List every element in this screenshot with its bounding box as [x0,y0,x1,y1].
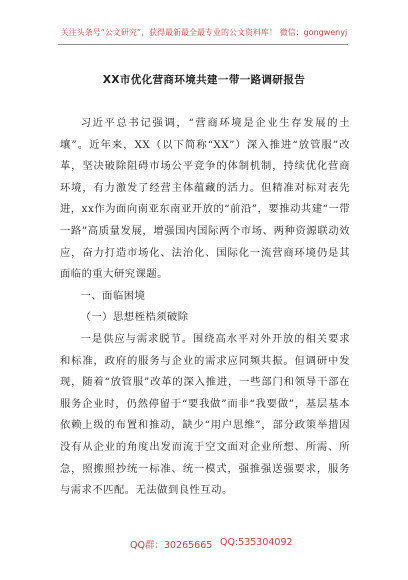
intro-paragraph: 习近平总书记强调，“营商环境是企业生存发展的土壤”。近年来，XX（以下简称“XX”）深入推进“放管服”改革，坚决破除阻碍市场公平竞争的体制机制，持续优化营商环境，有力激发了经营主体蕴藏的活力。但精准对标对表先进，xx作为面向南亚东南亚开放的“前沿”，要推动共建“一带一路”高质量发展，增强国内国际两个市场、两种资源联动效应，奋力打造市场化、法治化、国际化一流营商环境仍是其面临的重大研究课题。 [60,117,350,281]
body-paragraph: 一是供应与需求脱节。围绕高水平对外开放的相关要求和标准，政府的服务与企业的需求应同频共振。但调研中发现，随着“放管服”改革的深入推进，一些部门和领导干部在服务企业时，仍然停留于“要我做”而非“我要做”，基层基本依赖上级的布置和推动，缺少“用户思维”，部分政策举措因没有从企业的角度出发而流于空文面对企业所想、所需、所急，照搬照抄统一标准、统一模式，强推强送强要求，服务与需求不匹配。无法做到良性互动。 [60,332,350,497]
footer-qq-number: QQ:535304092 [220,537,293,548]
header-banner: 关注头条号“公文研究”，获得最新最全最专业的公文资料库！ 微信：gongwenyj [60,28,348,37]
header-divider [58,44,348,45]
document-title: XX市优化营商环境共建一带一路调研报告 [102,74,306,86]
footer-qq-group: QQ群：30265665 [130,540,213,551]
document-body [60,113,350,502]
subsection-heading: （一）思想桎梏须破除 [80,311,189,324]
section-heading: 一、面临困境 [80,289,146,302]
